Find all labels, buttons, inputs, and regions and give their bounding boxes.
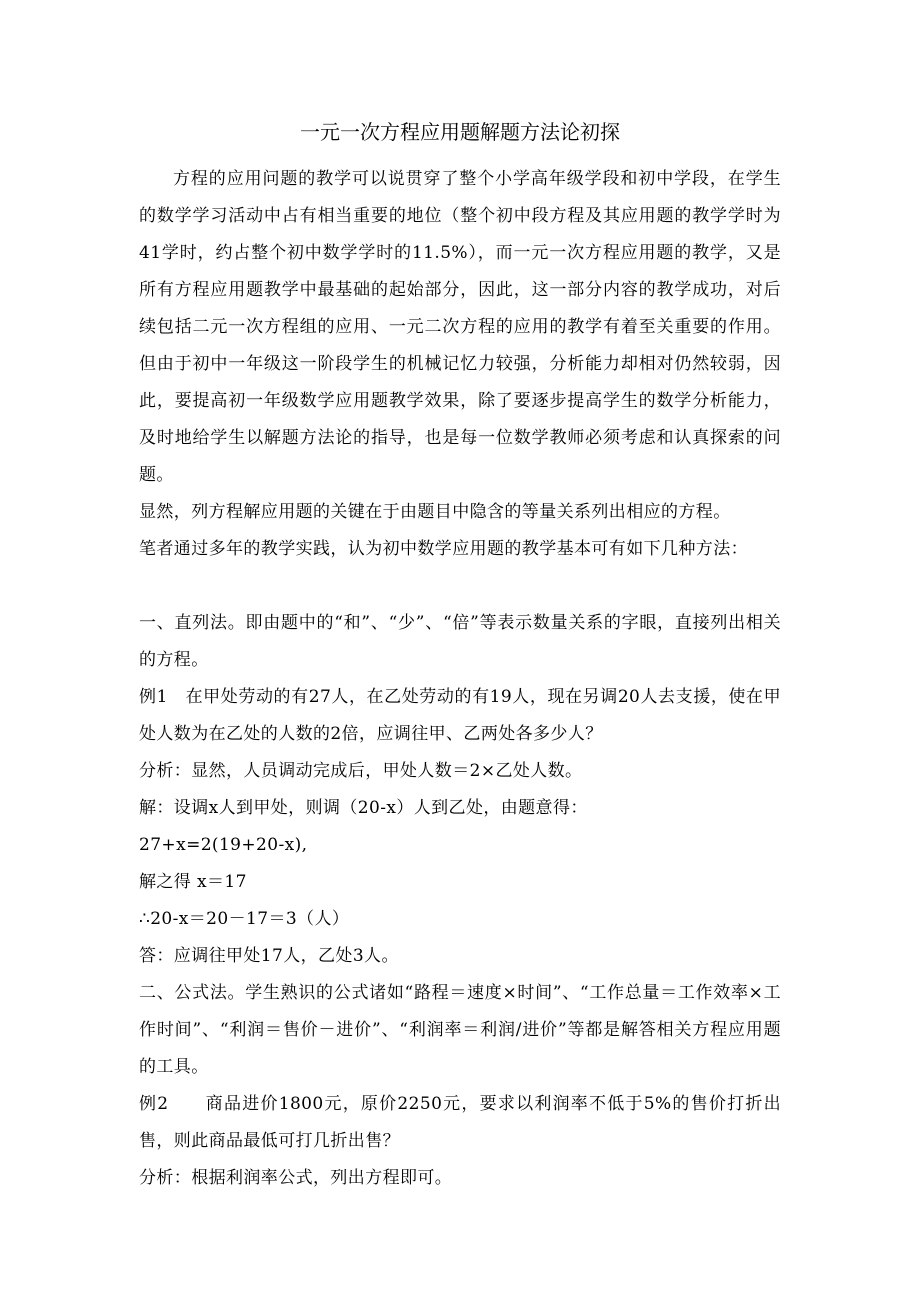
- example-1-problem: 例1 在甲处劳动的有27人，在乙处劳动的有19人，现在另调20人去支援，使在甲处人数为在乙处的人数的2倍，应调往甲、乙两处各多少人？: [139, 687, 781, 744]
- example-1-equation: 27+x=2(19+20-x),: [139, 835, 308, 855]
- example-2-analysis: 分析：根据利润率公式，列出方程即可。: [139, 1168, 453, 1188]
- blank-line: [139, 568, 781, 605]
- example-1-answer: 答：应调往甲处17人，乙处3人。: [139, 946, 399, 966]
- example-1-solution: 解：设调x人到甲处，则调（20-x）人到乙处，由题意得：: [139, 798, 588, 818]
- key-point-paragraph: 显然，列方程解应用题的关键在于由题目中隐含的等量关系列出相应的方程。: [139, 502, 731, 522]
- section-direct-method: 一、直列法。即由题中的“和”、“少”、“倍”等表示数量关系的字眼，直接列出相关的方程。: [139, 613, 781, 670]
- methods-intro-paragraph: 笔者通过多年的教学实践，认为初中数学应用题的教学基本可有如下几种方法：: [139, 539, 748, 559]
- intro-paragraph: 方程的应用问题的教学可以说贯穿了整个小学高年级学段和初中学段，在学生的数学学习活动中占有相当重要的地位（整个初中段方程及其应用题的教学学时为41学时，约占整个初中数学学时的11.5%），而一元一次方程应用题的教学，又是所有方程应用题教学中最基础的起始部分，因此，这一部分内容的教学成功，对后续包括二元一次方程组的应用、一元二次方程的应用的教学有着至关重要的作用。但由于初中一年级这一阶段学生的机械记忆力较强，分析能力却相对仍然较弱，因此，要提高初一年级数学应用题教学效果，除了要逐步提高学生的数学分析能力，及时地给学生以解题方法论的指导，也是每一位数学教师必须考虑和认真探索的问题。: [139, 169, 781, 485]
- section-formula-method: 二、公式法。学生熟识的公式诸如“路程＝速度×时间”、“工作总量＝工作效率×工作时间”、“利润＝售价－进价”、“利润率＝利润/进价”等都是解答相关方程应用题的工具。: [139, 983, 781, 1077]
- document-title: 一元一次方程应用题解题方法论初探: [300, 120, 620, 144]
- document-body: [139, 161, 781, 1197]
- example-1-analysis: 分析：显然，人员调动完成后，甲处人数＝2×乙处人数。: [139, 761, 583, 781]
- example-1-result: 解之得 x＝17: [139, 872, 247, 892]
- example-1-therefore: ∴20-x＝20－17＝3（人）: [139, 909, 350, 929]
- example-2-problem: 例2 商品进价1800元，原价2250元，要求以利润率不低于5%的售价打折出售，则此商品最低可打几折出售？: [139, 1094, 781, 1151]
